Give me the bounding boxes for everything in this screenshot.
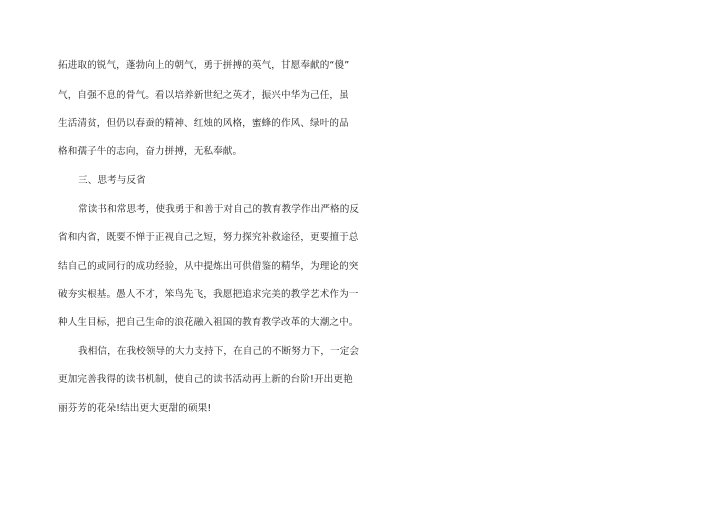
paragraph-line: 我相信，在我校领导的大力支持下，在自己的不断努力下，一定会 [78,346,360,357]
paragraph-line: 破夯实根基。愚人不才，笨鸟先飞，我愿把追求完美的教学艺术作为一 [58,289,359,300]
section-heading: 三、思考与反省 [78,175,146,186]
paragraph-line: 常读书和常思考，使我勇于和善于对自己的教育教学作出严格的反 [78,204,360,215]
paragraph-line: 格和孺子牛的志向，奋力拼搏，无私奉献。 [58,146,243,157]
paragraph-line: 结自己的或同行的成功经验，从中提炼出可供借鉴的精华，为理论的突 [58,261,359,272]
paragraph-line: 拓进取的锐气，蓬勃向上的朝气，勇于拼搏的英气，甘愿奉献的“傻” [58,60,350,71]
paragraph-line: 种人生目标，把自己生命的浪花融入祖国的教育教学改革的大潮之中。 [58,317,359,328]
paragraph-line: 气，自强不息的骨气。看以培养新世纪之英才，振兴中华为己任，虽 [58,90,349,101]
paragraph-line: 省和内省，既要不惮于正视自己之短，努力探究补救途径，更要擅于总 [58,232,359,243]
paragraph-line: 丽芬芳的花朵!结出更大更甜的硕果! [58,403,212,414]
paragraph-line: 更加完善我得的读书机制，使自己的读书活动再上新的台阶!开出更艳 [58,374,353,385]
paragraph-line: 生活清贫，但仍以春蚕的精神、红烛的风格，蜜蜂的作风、绿叶的品 [58,118,349,129]
